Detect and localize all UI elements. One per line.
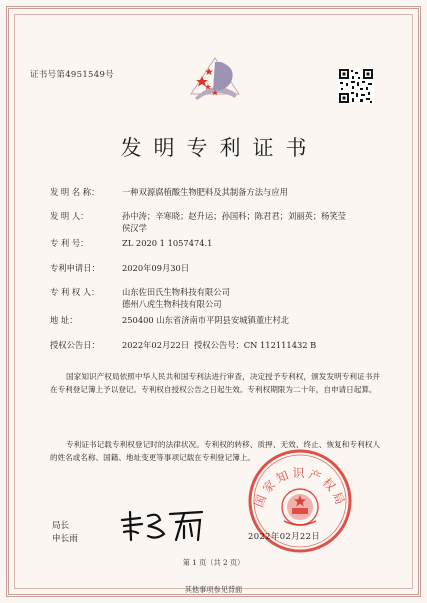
signature-image bbox=[114, 506, 214, 546]
field-label: 专 利 号： bbox=[50, 238, 89, 248]
field-label: 授权公告日： bbox=[50, 340, 100, 350]
paragraph-text: 国家知识产权局依照中华人民共和国专利法进行审查，决定授予专利权，颁发发明专利证书并在专利登记簿上予以登记。专利权自授权公告之日起生效。专利权期限为二十年，自申请日起算。 bbox=[50, 372, 380, 395]
field-value: 250400 山东省济南市平阴县安城镇董庄村北 bbox=[122, 315, 290, 325]
page-indicator: 第 1 页（共 2 页） bbox=[182, 558, 245, 567]
issue-date: 2022年02月22日 bbox=[248, 531, 321, 541]
director-name: 申长雨 bbox=[52, 534, 78, 544]
cnipa-emblem-logo bbox=[185, 48, 245, 102]
field-label: 发 明 名 称： bbox=[50, 187, 100, 197]
paragraph-text: 专利证书记载专利权登记时的法律状况。专利权的转移、质押、无效、终止、恢复和专利权人的姓名或名称、国籍、地址变更等事项记载在专利登记簿上。 bbox=[50, 440, 380, 463]
director-block bbox=[52, 520, 78, 546]
qr-code-icon bbox=[338, 68, 374, 104]
certificate-title: 发明专利证书 bbox=[120, 136, 319, 160]
field-value: 孙中涛；辛寒晓；赵升运；孙国科；陈君君；刘丽英；杨笑莹 bbox=[122, 211, 347, 221]
footer-note: 其他事项参见背面 bbox=[184, 585, 243, 594]
svg-text:国家知识产权局: 国家知识产权局 bbox=[251, 466, 349, 510]
field-value: 侯汉学 bbox=[122, 223, 147, 233]
field-label: 专利申请日： bbox=[50, 263, 100, 273]
field-value: ZL 2020 1 1057474.1 bbox=[122, 238, 213, 248]
field-value: 2022年02月22日 bbox=[122, 340, 190, 350]
field-label: 发 明 人： bbox=[50, 211, 89, 221]
field-value: 德州八虎生物科技有限公司 bbox=[122, 299, 222, 309]
certificate-number: 证书号第4951549号 bbox=[30, 70, 114, 80]
field-value: 山东佐田氏生物科技有限公司 bbox=[122, 287, 230, 297]
field-value: 授权公告号：CN 112111432 B bbox=[194, 340, 317, 350]
field-label: 地 址： bbox=[50, 315, 78, 325]
director-title: 局长 bbox=[52, 521, 70, 531]
paragraph-grant-statement bbox=[50, 370, 380, 396]
field-value: 一种双源腐植酸生物肥料及其制备方法与应用 bbox=[122, 187, 288, 197]
field-label: 专 利 权 人： bbox=[50, 287, 100, 297]
field-value: 2020年09月30日 bbox=[122, 263, 190, 273]
